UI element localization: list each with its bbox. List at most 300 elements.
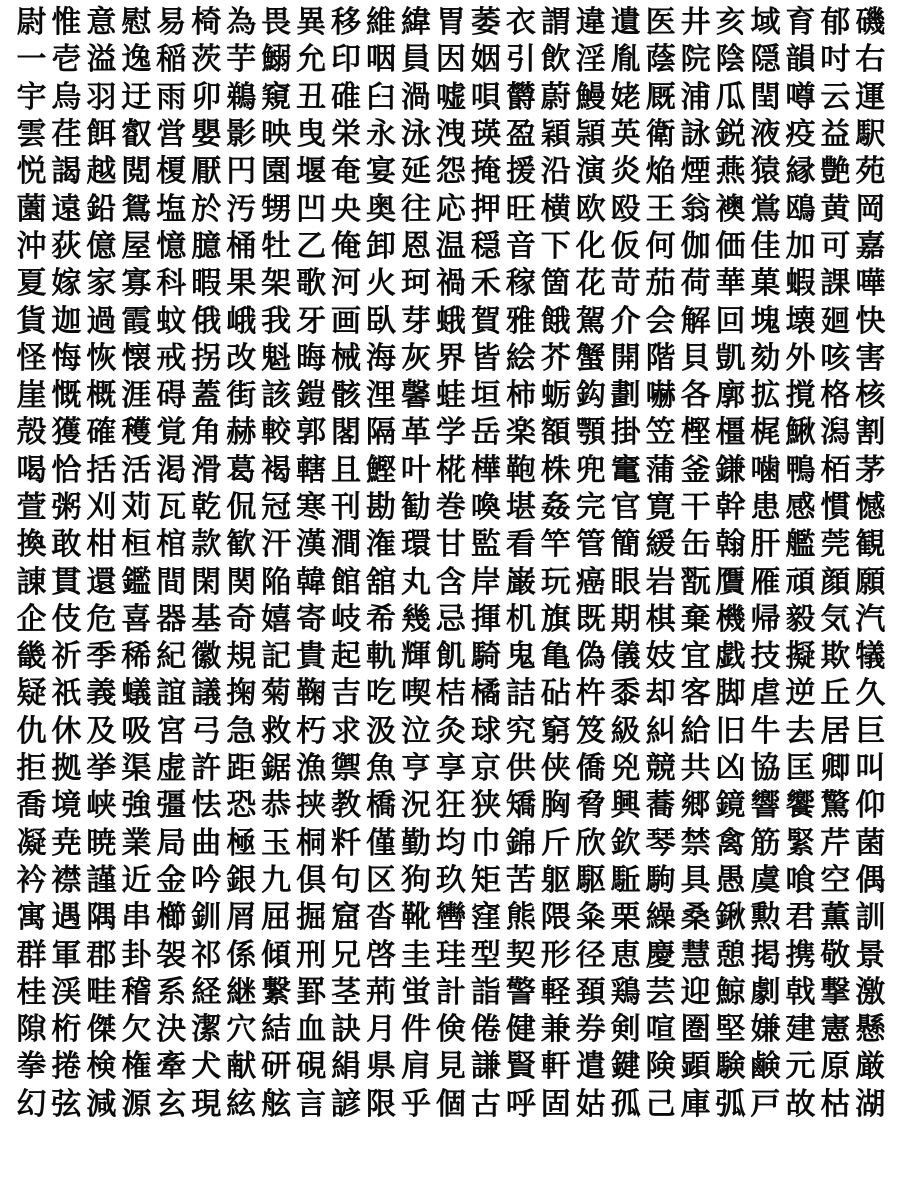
kanji-character: 椛 xyxy=(435,452,466,488)
kanji-character: 潅 xyxy=(366,527,396,563)
kanji-character: 嘩 xyxy=(855,266,886,302)
kanji-character: 汽 xyxy=(855,601,886,637)
kanji-character: 笠 xyxy=(645,415,676,451)
kanji-character: 域 xyxy=(750,5,781,41)
kanji-character: 兼 xyxy=(540,1012,571,1048)
kanji-character: 翰 xyxy=(715,527,746,563)
kanji-character: 牡 xyxy=(261,228,292,264)
kanji-character: 粂 xyxy=(575,900,606,936)
kanji-character: 汲 xyxy=(366,713,396,749)
kanji-character: 姑 xyxy=(575,1086,606,1122)
kanji-character: 蛙 xyxy=(435,378,466,414)
kanji-character: 括 xyxy=(86,452,117,488)
kanji-character: 境 xyxy=(51,788,82,824)
kanji-character: 勲 xyxy=(750,900,781,936)
kanji-character: 輝 xyxy=(400,639,431,675)
kanji-character: 橘 xyxy=(470,676,501,712)
kanji-character: 鰻 xyxy=(575,79,606,115)
kanji-character: 径 xyxy=(575,937,606,973)
kanji-character: 褐 xyxy=(261,452,292,488)
kanji-character: 鴛 xyxy=(121,191,152,227)
kanji-character: 茎 xyxy=(331,974,362,1010)
kanji-character: 峡 xyxy=(86,788,117,824)
kanji-character: 含 xyxy=(435,564,466,600)
kanji-character: 科 xyxy=(156,266,187,302)
kanji-character: 絵 xyxy=(505,340,536,376)
kanji-character: 核 xyxy=(855,378,886,414)
kanji-character: 況 xyxy=(400,788,431,824)
kanji-character: 急 xyxy=(226,713,257,749)
kanji-character: 棺 xyxy=(156,527,187,563)
kanji-character: 諺 xyxy=(331,1086,362,1122)
kanji-character: 禍 xyxy=(435,266,466,302)
kanji-character: 感 xyxy=(785,490,816,525)
kanji-character: 瑛 xyxy=(470,117,501,153)
kanji-character: 懸 xyxy=(855,1012,886,1048)
kanji-character: 危 xyxy=(86,601,117,637)
kanji-character: 曲 xyxy=(191,825,222,861)
character-row xyxy=(14,601,888,638)
kanji-character: 虐 xyxy=(750,676,781,712)
kanji-character: 賢 xyxy=(505,1049,536,1085)
kanji-character: 鎌 xyxy=(715,452,746,488)
kanji-character: 貝 xyxy=(680,340,711,376)
kanji-character: 嘉 xyxy=(855,228,886,264)
kanji-character: 記 xyxy=(261,639,292,675)
kanji-character: 下 xyxy=(540,228,571,264)
kanji-character: 巨 xyxy=(855,713,886,749)
kanji-character: 澗 xyxy=(331,527,362,563)
kanji-character: 閣 xyxy=(331,415,362,451)
kanji-character: 俺 xyxy=(331,228,362,264)
kanji-character: 禾 xyxy=(470,266,501,302)
kanji-character: 朽 xyxy=(296,713,327,749)
kanji-character: 蕎 xyxy=(645,788,676,824)
character-row xyxy=(14,1011,888,1048)
kanji-character: 宴 xyxy=(366,154,396,190)
kanji-character: 義 xyxy=(86,676,117,712)
kanji-character: 弓 xyxy=(191,713,222,749)
kanji-character: 穴 xyxy=(226,1012,257,1048)
character-row xyxy=(14,340,888,377)
kanji-character: 楽 xyxy=(505,415,536,451)
kanji-character: 憾 xyxy=(855,490,886,525)
kanji-character: 鯨 xyxy=(715,974,746,1010)
kanji-character: 脅 xyxy=(575,788,606,824)
kanji-character: 粥 xyxy=(51,490,82,525)
kanji-character: 涯 xyxy=(121,378,152,414)
kanji-character: 竿 xyxy=(540,527,571,563)
kanji-character: 貫 xyxy=(51,564,82,600)
kanji-character: 携 xyxy=(785,937,816,973)
kanji-character: 窺 xyxy=(261,79,292,115)
kanji-character: 恰 xyxy=(51,452,82,488)
kanji-character: 嫁 xyxy=(51,266,82,302)
kanji-character: 凝 xyxy=(16,825,47,861)
kanji-character: 疑 xyxy=(16,676,47,712)
kanji-character: 結 xyxy=(261,1012,292,1048)
kanji-character: 閏 xyxy=(750,79,781,115)
kanji-character: 鑑 xyxy=(121,564,152,600)
kanji-character: 警 xyxy=(505,974,536,1010)
kanji-character: 給 xyxy=(680,713,711,749)
kanji-character: 祈 xyxy=(51,639,82,675)
kanji-character: 映 xyxy=(261,117,292,153)
kanji-character: 騎 xyxy=(470,639,501,675)
kanji-character: 旗 xyxy=(540,601,571,637)
kanji-character: 岳 xyxy=(470,415,501,451)
kanji-character: 茄 xyxy=(645,266,676,302)
kanji-character: 妓 xyxy=(645,639,676,675)
kanji-character: 笈 xyxy=(575,713,606,749)
kanji-character: 鎧 xyxy=(296,378,327,414)
kanji-character: 怨 xyxy=(435,154,466,190)
kanji-character: 違 xyxy=(575,5,606,41)
kanji-character: 鏡 xyxy=(715,788,746,824)
kanji-character: 荻 xyxy=(51,228,82,264)
kanji-character: 移 xyxy=(331,5,362,41)
kanji-character: 狂 xyxy=(435,788,466,824)
kanji-character: 去 xyxy=(785,713,816,749)
kanji-character: 械 xyxy=(331,340,362,376)
kanji-character: 訓 xyxy=(855,900,886,936)
kanji-character: 経 xyxy=(191,974,222,1010)
kanji-character: 佳 xyxy=(750,228,781,264)
kanji-character: 郭 xyxy=(296,415,327,451)
kanji-character: 規 xyxy=(226,639,257,675)
kanji-character: 蛾 xyxy=(435,303,466,339)
kanji-character: 旺 xyxy=(505,191,536,227)
kanji-character: 鋸 xyxy=(261,751,292,787)
kanji-character: 芥 xyxy=(540,340,571,376)
kanji-character: 駆 xyxy=(575,862,606,898)
kanji-character: 拐 xyxy=(191,340,222,376)
kanji-character: 景 xyxy=(855,937,886,973)
kanji-character: 往 xyxy=(400,191,431,227)
kanji-character: 嬉 xyxy=(261,601,292,637)
kanji-character: 艶 xyxy=(820,154,851,190)
kanji-character: 可 xyxy=(820,228,851,264)
kanji-character: 僑 xyxy=(575,751,606,787)
kanji-character: 源 xyxy=(121,1086,152,1122)
kanji-character: 拳 xyxy=(16,1049,47,1085)
kanji-character: 虞 xyxy=(750,862,781,898)
kanji-character: 液 xyxy=(750,117,781,153)
kanji-character: 箇 xyxy=(540,266,571,302)
kanji-character: 遠 xyxy=(51,191,82,227)
kanji-character: 仇 xyxy=(16,713,47,749)
kanji-character: 吸 xyxy=(121,713,152,749)
kanji-character: 隔 xyxy=(366,415,396,451)
kanji-character: 歌 xyxy=(296,266,327,302)
kanji-character: 異 xyxy=(296,5,327,41)
kanji-character: 区 xyxy=(366,862,396,898)
kanji-character: 階 xyxy=(645,340,676,376)
kanji-character: 峨 xyxy=(226,303,257,339)
kanji-character: 惟 xyxy=(51,5,82,41)
kanji-character: 胃 xyxy=(435,5,466,41)
kanji-character: 銀 xyxy=(226,862,257,898)
kanji-character: 鰍 xyxy=(785,415,816,451)
kanji-character: 吋 xyxy=(820,42,851,78)
kanji-character: 華 xyxy=(715,266,746,302)
kanji-character: 固 xyxy=(540,1086,571,1122)
kanji-character: 尭 xyxy=(51,825,82,861)
kanji-character: 呼 xyxy=(505,1086,536,1122)
kanji-character: 砧 xyxy=(540,676,571,712)
kanji-character: 岩 xyxy=(645,564,676,600)
kanji-character: 雲 xyxy=(16,117,47,153)
kanji-character: 碓 xyxy=(331,79,362,115)
kanji-character: 我 xyxy=(261,303,292,339)
kanji-character: 叫 xyxy=(855,751,886,787)
kanji-character: 共 xyxy=(680,751,711,787)
kanji-character: 蛍 xyxy=(400,974,431,1010)
kanji-character: 廻 xyxy=(820,303,851,339)
kanji-character: 葛 xyxy=(226,452,257,488)
kanji-character: 傑 xyxy=(86,1012,117,1048)
kanji-character: 欽 xyxy=(610,825,641,861)
kanji-character: 叡 xyxy=(121,117,152,153)
kanji-character: 怪 xyxy=(16,340,47,376)
kanji-character: 鉛 xyxy=(86,191,117,227)
kanji-character: 駅 xyxy=(855,117,886,153)
kanji-character: 詣 xyxy=(470,974,501,1010)
kanji-character: 欺 xyxy=(820,639,851,675)
kanji-character: 机 xyxy=(505,601,536,637)
kanji-character: 確 xyxy=(86,415,117,451)
kanji-character: 願 xyxy=(855,564,886,600)
kanji-character: 瓜 xyxy=(715,79,746,115)
kanji-character: 研 xyxy=(261,1049,292,1085)
kanji-character: 潟 xyxy=(820,415,851,451)
character-row xyxy=(14,79,888,116)
kanji-character: 戯 xyxy=(715,639,746,675)
kanji-character: 玖 xyxy=(435,862,466,898)
kanji-character: 凹 xyxy=(296,191,327,227)
kanji-character: 迂 xyxy=(121,79,152,115)
kanji-character: 浬 xyxy=(366,378,396,414)
kanji-character: 卦 xyxy=(121,937,152,973)
kanji-character: 計 xyxy=(435,974,466,1010)
kanji-character: 血 xyxy=(296,1012,327,1048)
kanji-character: 琴 xyxy=(645,825,676,861)
kanji-character: 君 xyxy=(785,900,816,936)
kanji-character: 勘 xyxy=(366,490,396,525)
kanji-character: 皆 xyxy=(470,340,501,376)
kanji-character: 客 xyxy=(680,676,711,712)
kanji-character: 梶 xyxy=(750,415,781,451)
kanji-character: 院 xyxy=(680,42,711,78)
kanji-character: 荊 xyxy=(366,974,396,1010)
kanji-character: 革 xyxy=(400,415,431,451)
kanji-character: 艦 xyxy=(785,527,816,563)
kanji-character: 患 xyxy=(750,490,781,525)
kanji-character: 繰 xyxy=(645,900,676,936)
kanji-character: 薗 xyxy=(16,191,47,227)
kanji-character: 鞠 xyxy=(296,676,327,712)
kanji-character: 窪 xyxy=(470,900,501,936)
kanji-character: 慰 xyxy=(121,5,152,41)
kanji-character: 金 xyxy=(156,862,187,898)
kanji-character: 倹 xyxy=(435,1012,466,1048)
kanji-character: 官 xyxy=(610,490,641,525)
kanji-character: 魚 xyxy=(366,751,396,787)
kanji-character: 亥 xyxy=(715,5,746,41)
character-row xyxy=(14,750,888,787)
kanji-character: 屋 xyxy=(121,228,152,264)
kanji-character: 串 xyxy=(121,900,152,936)
kanji-character: 戒 xyxy=(156,340,187,376)
kanji-character: 巻 xyxy=(435,490,466,525)
kanji-character: 既 xyxy=(575,601,606,637)
kanji-character: 原 xyxy=(820,1049,851,1085)
kanji-character: 玉 xyxy=(261,825,292,861)
kanji-character: 因 xyxy=(435,42,466,78)
kanji-character: 厳 xyxy=(855,1049,886,1085)
kanji-character: 矯 xyxy=(505,788,536,824)
kanji-character: 猿 xyxy=(750,154,781,190)
character-row xyxy=(14,974,888,1011)
kanji-character: 壊 xyxy=(785,303,816,339)
kanji-character: 云 xyxy=(820,79,851,115)
kanji-character: 於 xyxy=(191,191,222,227)
kanji-character: 型 xyxy=(470,937,501,973)
kanji-character: 姥 xyxy=(610,79,641,115)
kanji-character: 尉 xyxy=(16,5,47,41)
kanji-character: 喜 xyxy=(121,601,152,637)
kanji-character: 幻 xyxy=(16,1086,47,1122)
kanji-character: 寡 xyxy=(121,266,152,302)
kanji-character: 桂 xyxy=(16,974,47,1010)
kanji-character: 企 xyxy=(16,601,47,637)
kanji-character: 価 xyxy=(715,228,746,264)
kanji-character: 緊 xyxy=(785,825,816,861)
kanji-character: 献 xyxy=(226,1049,257,1085)
kanji-character: 稀 xyxy=(121,639,152,675)
kanji-character: 軽 xyxy=(540,974,571,1010)
kanji-character: 渇 xyxy=(156,452,187,488)
kanji-character: 泳 xyxy=(400,117,431,153)
kanji-character: 允 xyxy=(296,42,327,78)
kanji-character: 館 xyxy=(331,564,362,600)
kanji-character: 外 xyxy=(785,340,816,376)
kanji-character: 畏 xyxy=(261,5,292,41)
kanji-character: 稽 xyxy=(121,974,152,1010)
kanji-character: 轄 xyxy=(296,452,327,488)
kanji-character: 奇 xyxy=(226,601,257,637)
kanji-character: 丸 xyxy=(400,564,431,600)
kanji-character: 眼 xyxy=(610,564,641,600)
kanji-character: 季 xyxy=(86,639,117,675)
kanji-character: 犠 xyxy=(855,639,886,675)
kanji-character: 姦 xyxy=(540,490,571,525)
kanji-character: 溢 xyxy=(86,42,117,78)
kanji-character: 絃 xyxy=(226,1086,257,1122)
kanji-character: 洩 xyxy=(435,117,466,153)
kanji-character: 玩 xyxy=(540,564,571,600)
kanji-character: 捲 xyxy=(51,1049,82,1085)
kanji-character: 卿 xyxy=(820,751,851,787)
kanji-character: 壱 xyxy=(51,42,82,78)
kanji-character: 仮 xyxy=(610,228,641,264)
kanji-character: 畦 xyxy=(86,974,117,1010)
kanji-character: 謁 xyxy=(51,154,82,190)
character-row xyxy=(14,1048,888,1085)
kanji-character: 桶 xyxy=(226,228,257,264)
kanji-character: 殴 xyxy=(610,191,641,227)
kanji-character: 甥 xyxy=(261,191,292,227)
kanji-character: 鴨 xyxy=(785,452,816,488)
kanji-character: 渓 xyxy=(51,974,82,1010)
kanji-character: 救 xyxy=(261,713,292,749)
kanji-character: 勧 xyxy=(400,490,431,525)
kanji-character: 莞 xyxy=(820,527,851,563)
kanji-character: 割 xyxy=(855,415,886,451)
kanji-character: 強 xyxy=(121,788,152,824)
kanji-character: 傾 xyxy=(261,937,292,973)
kanji-character: 苦 xyxy=(505,862,536,898)
kanji-character: 擬 xyxy=(785,639,816,675)
kanji-character: 臼 xyxy=(366,79,396,115)
character-row xyxy=(14,1086,888,1123)
kanji-character: 駈 xyxy=(610,862,641,898)
kanji-character: 恭 xyxy=(261,788,292,824)
kanji-character: 斤 xyxy=(540,825,571,861)
kanji-character: 燕 xyxy=(715,154,746,190)
kanji-character: 現 xyxy=(191,1086,222,1122)
kanji-character: 寒 xyxy=(296,490,327,525)
kanji-character: 加 xyxy=(785,228,816,264)
kanji-character: 堅 xyxy=(715,1012,746,1048)
kanji-character: 乎 xyxy=(400,1086,431,1122)
kanji-character: 延 xyxy=(400,154,431,190)
kanji-character: 課 xyxy=(820,266,851,302)
kanji-character: 圭 xyxy=(400,937,431,973)
kanji-character: 界 xyxy=(435,340,466,376)
kanji-character: 掛 xyxy=(610,415,641,451)
kanji-character: 塩 xyxy=(156,191,187,227)
kanji-character: 桑 xyxy=(680,900,711,936)
kanji-character: 欝 xyxy=(505,79,536,115)
kanji-character: 吟 xyxy=(191,862,222,898)
kanji-character: 癌 xyxy=(575,564,606,600)
kanji-character: 獲 xyxy=(51,415,82,451)
kanji-character: 横 xyxy=(540,191,571,227)
kanji-character: 橋 xyxy=(366,788,396,824)
kanji-character: 古 xyxy=(470,1086,501,1122)
kanji-character: 祁 xyxy=(191,937,222,973)
kanji-character: 火 xyxy=(366,266,396,302)
kanji-character: 汗 xyxy=(261,527,292,563)
kanji-character: 稲 xyxy=(156,42,187,78)
kanji-character: 叶 xyxy=(400,452,431,488)
kanji-character: 釜 xyxy=(680,452,711,488)
kanji-character: 喧 xyxy=(645,1012,676,1048)
kanji-character: 恩 xyxy=(400,228,431,264)
kanji-character: 烏 xyxy=(51,79,82,115)
kanji-character: 仰 xyxy=(855,788,886,824)
kanji-character: 己 xyxy=(645,1086,676,1122)
kanji-character: 劃 xyxy=(610,378,641,414)
kanji-character: 回 xyxy=(715,303,746,339)
kanji-character: 鰹 xyxy=(366,452,396,488)
character-row xyxy=(14,265,888,302)
kanji-character: 圏 xyxy=(680,1012,711,1048)
kanji-character: 詠 xyxy=(680,117,711,153)
kanji-character: 頚 xyxy=(575,974,606,1010)
kanji-character: 棋 xyxy=(645,601,676,637)
